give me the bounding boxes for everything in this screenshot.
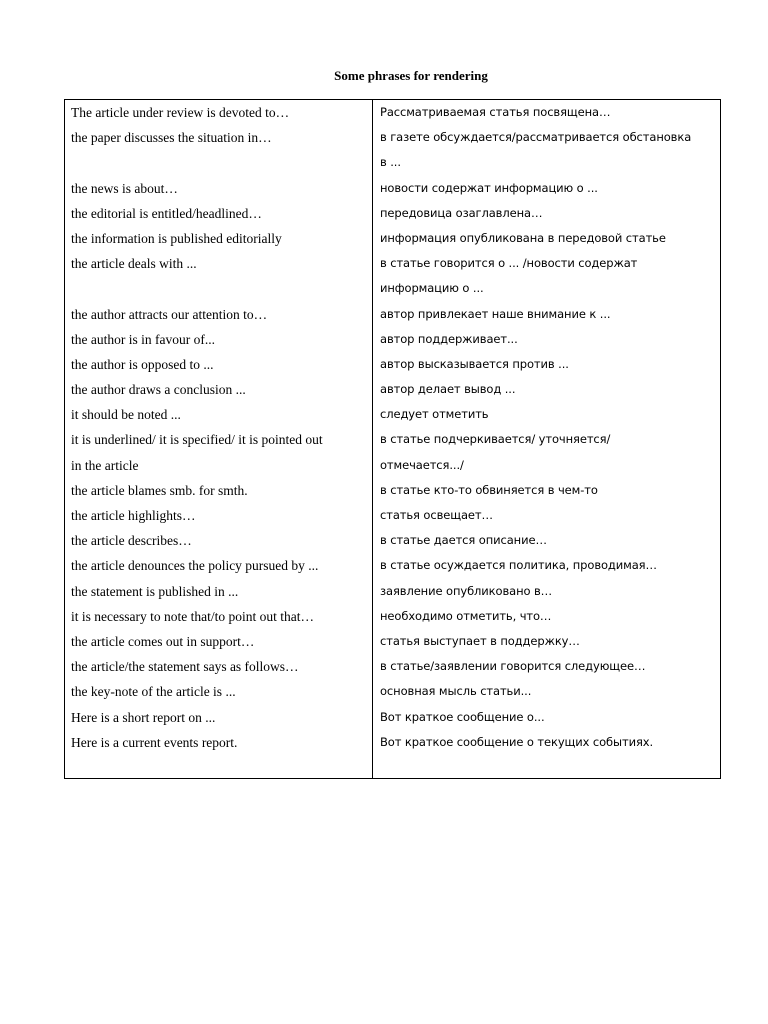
russian-phrase-line: новости содержат информацию о ... [380, 180, 598, 195]
russian-phrase-line: автор делает вывод ... [380, 382, 516, 397]
russian-phrase-line: Рассматриваемая статья посвящена… [380, 105, 611, 119]
russian-phrase-line: в статье подчеркивается/ уточняется/ [380, 432, 611, 447]
russian-phrase-line: в статье кто-то обвиняется в чем-то [380, 482, 598, 497]
russian-phrase-line: необходимо отметить, что… [380, 608, 552, 623]
russian-column [380, 100, 718, 755]
russian-phrase-line: заявление опубликовано в… [380, 583, 553, 598]
russian-phrase-line: статья освещает… [380, 508, 493, 522]
russian-phrase-line: в статье/заявлении говорится следующее… [380, 659, 646, 674]
russian-phrase-line: передовица озаглавлена… [380, 205, 543, 220]
english-phrase-line: the article denounces the policy pursued by ... [71, 558, 319, 574]
english-phrase-line: the article comes out in support… [71, 633, 255, 649]
russian-phrase-line: статья выступает в поддержку… [380, 633, 580, 648]
russian-phrase-line: в статье осуждается политика, проводимая… [380, 558, 657, 573]
phrases-table [64, 99, 721, 779]
russian-phrase-line: информация опубликована в передовой статье [380, 230, 666, 245]
english-phrase-line: the author is opposed to ... [71, 356, 214, 372]
english-phrase-line: in the article [71, 457, 139, 473]
english-phrase-line: the author is in favour of... [71, 331, 215, 347]
english-phrase-line: the article highlights… [71, 508, 196, 523]
english-phrase-line: the news is about… [71, 180, 178, 196]
english-phrase-line: the paper discusses the situation in… [71, 130, 272, 146]
english-phrase-line: the article/the statement says as follows… [71, 659, 299, 675]
page-title: Some phrases for rendering [334, 68, 488, 83]
english-phrase-line: the editorial is entitled/headlined… [71, 205, 262, 221]
english-phrase-line [71, 150, 367, 175]
english-phrase-line: the information is published editorially [71, 230, 282, 246]
english-phrase-line: it is necessary to note that/to point out that… [71, 608, 314, 624]
russian-phrase-line: автор высказывается против ... [380, 356, 569, 371]
russian-phrase-line: в ... [380, 155, 401, 170]
english-column [71, 100, 367, 755]
russian-phrase-line: Вот краткое сообщение о... [380, 709, 545, 724]
english-phrase-line: the article describes… [71, 533, 192, 549]
russian-phrase-line: отмечается.../ [380, 457, 464, 472]
english-phrase-line: the author draws a conclusion ... [71, 382, 246, 398]
column-divider [372, 100, 373, 778]
russian-phrase-line: в газете обсуждается/рассматривается обстановка [380, 130, 692, 145]
russian-phrase-line: Вот краткое сообщение о текущих событиях. [380, 734, 654, 749]
russian-phrase-line: информацию о ... [380, 281, 484, 296]
english-phrase-line: Here is a short report on ... [71, 709, 216, 725]
english-phrase-line: the statement is published in ... [71, 583, 239, 599]
russian-phrase-line: следует отметить [380, 407, 489, 422]
russian-phrase-line: автор привлекает наше внимание к ... [380, 306, 611, 321]
english-phrase-line: it should be noted ... [71, 407, 181, 423]
english-phrase-line: Here is a current events report. [71, 734, 238, 750]
russian-phrase-line: в статье говорится о ... /новости содержат [380, 256, 638, 271]
english-phrase-line: the article deals with ... [71, 256, 197, 272]
english-phrase-line: the author attracts our attention to… [71, 306, 268, 322]
english-phrase-line [71, 276, 367, 301]
russian-phrase-line: в статье дается описание… [380, 533, 547, 548]
english-phrase-line: it is underlined/ it is specified/ it is pointed out [71, 432, 323, 448]
english-phrase-line: The article under review is devoted to… [71, 105, 290, 120]
english-phrase-line: the article blames smb. for smth. [71, 482, 248, 498]
english-phrase-line: the key-note of the article is ... [71, 684, 236, 700]
russian-phrase-line: автор поддерживает... [380, 331, 518, 346]
russian-phrase-line: основная мысль статьи... [380, 684, 532, 699]
